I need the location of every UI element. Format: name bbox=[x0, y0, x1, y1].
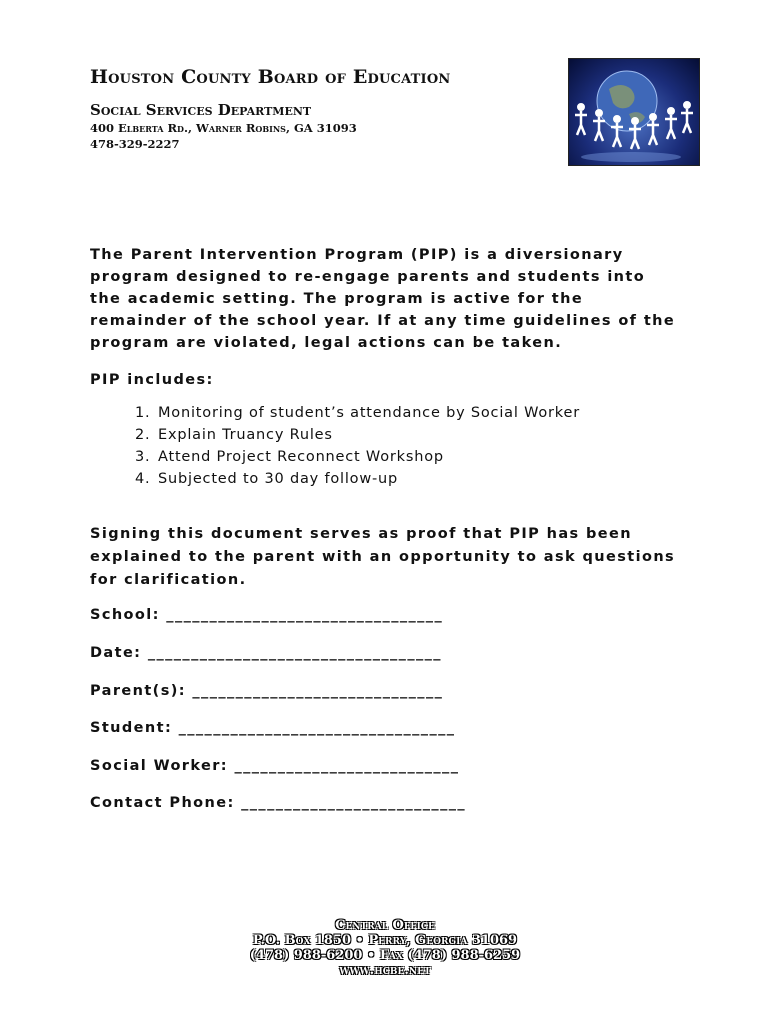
list-item-text: Explain Truancy Rules bbox=[158, 427, 333, 443]
list-item-text: Attend Project Reconnect Workshop bbox=[158, 449, 444, 465]
list-item-number: 4. bbox=[135, 471, 151, 487]
phone-number: 478-329-2227 bbox=[90, 137, 180, 151]
student-field[interactable]: Student: ________________________________ bbox=[90, 720, 456, 736]
program-description: The Parent Intervention Program (PIP) is a diversionary program designed to re-engage parents and students into the academic setting. The program is active for the remainder of the school year. If at any time guidelines of the program are violated, legal actions can be taken. bbox=[90, 247, 676, 351]
department-name: Social Services Department bbox=[90, 101, 312, 119]
list-item bbox=[135, 468, 580, 490]
footer-phone-fax: (478) 988-6200 • Fax (478) 988-6259 bbox=[249, 948, 521, 963]
list-item bbox=[135, 446, 580, 468]
parents-field[interactable]: Parent(s): _____________________________ bbox=[90, 683, 444, 699]
globe-with-people-chain-logo bbox=[568, 58, 700, 166]
globe-icon bbox=[569, 59, 699, 165]
contact-phone-field[interactable]: Contact Phone: __________________________ bbox=[90, 795, 467, 811]
date-field[interactable]: Date: __________________________________ bbox=[90, 645, 442, 661]
list-item-number: 3. bbox=[135, 449, 151, 465]
list-item-number: 2. bbox=[135, 427, 151, 443]
list-item-text: Monitoring of student’s attendance by Social Worker bbox=[158, 405, 580, 421]
list-item-number: 1. bbox=[135, 405, 151, 421]
address: 400 Elberta Rd., Warner Robins, GA 31093 bbox=[90, 121, 357, 135]
organization-name: Houston County Board of Education bbox=[90, 66, 451, 88]
letterhead bbox=[90, 66, 450, 151]
footer-po-box: P.O. Box 1850 • Perry, Georgia 31069 bbox=[252, 933, 518, 948]
footer-office: Central Office bbox=[335, 918, 435, 933]
list-item bbox=[135, 402, 580, 424]
school-field[interactable]: School: ________________________________ bbox=[90, 607, 444, 623]
pip-includes-list bbox=[135, 402, 580, 490]
list-item bbox=[135, 424, 580, 446]
social-worker-field[interactable]: Social Worker: __________________________ bbox=[90, 758, 460, 774]
includes-heading: PIP includes: bbox=[90, 372, 214, 388]
footer-website-link[interactable]: www.hcbe.net bbox=[339, 963, 431, 978]
signing-statement: Signing this document serves as proof that PIP has been explained to the parent with an opportunity to ask questions for clarification. bbox=[90, 526, 676, 588]
list-item-text: Subjected to 30 day follow-up bbox=[158, 471, 399, 487]
footer bbox=[0, 918, 770, 978]
